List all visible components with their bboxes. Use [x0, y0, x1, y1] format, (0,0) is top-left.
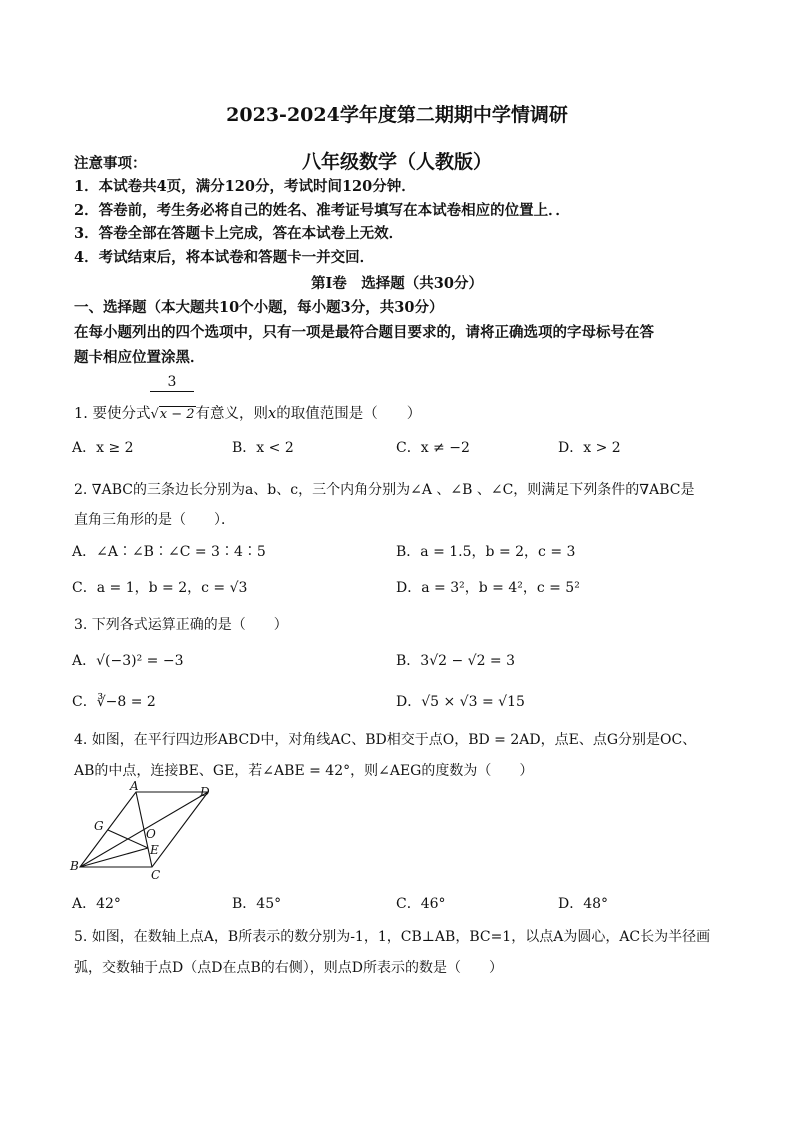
q4-stem-line1: 4. 如图，在平行四边形ABCD中，对角线AC、BD相交于点O，BD = 2AD，点E、点G分别是OC、	[74, 732, 697, 748]
note-item-4: 4．考试结束后，将本试卷和答题卡一并交回．	[74, 249, 375, 266]
note-item-3: 3．答卷全部在答题卡上完成，答在本试卷上无效．	[74, 225, 404, 242]
q2-option-c[interactable]: C．a = 1，b = 2，c = √3	[72, 580, 248, 596]
q1-option-d[interactable]: D．x > 2	[558, 440, 621, 456]
q4-stem-line2: AB的中点，连接BE、GE，若∠ABE = 42°，则∠AEG的度数为（ ）	[74, 763, 534, 779]
q1-stem-end: 的取值范围是（ ）	[276, 406, 422, 422]
section-instruction-2: 题卡相应位置涂黑．	[74, 349, 205, 366]
q4-option-c[interactable]: C．46°	[396, 896, 446, 912]
q2-option-d[interactable]: D．a = 3²，b = 4²，c = 5²	[396, 580, 580, 596]
segment-ge	[108, 830, 148, 848]
q2-option-a[interactable]: A．∠A∶∠B∶∠C = 3∶4∶5	[72, 544, 266, 560]
note-item-2: 2．答卷前，考生务必将自己的姓名、准考证号填写在本试卷相应的位置上．．	[74, 202, 570, 219]
q1-option-b[interactable]: B．x < 2	[232, 440, 294, 456]
q4-option-b[interactable]: B．45°	[232, 896, 282, 912]
q5-stem-line1: 5. 如图，在数轴上点A，B所表示的数分别为-1，1，CB⊥AB，BC=1，以点A为圆心，AC长为半径画	[74, 929, 711, 945]
q4-option-d[interactable]: D．48°	[558, 896, 609, 912]
segment-be	[80, 848, 148, 867]
q2-stem-line1: 2. ∇ABC的三条边长分别为a、b、c，三个内角分别为∠A 、∠B 、∠C，则满足下列条件的∇ABC是	[74, 482, 695, 498]
label-b: B	[70, 859, 79, 873]
q1-stem-prefix: 1. 要使分式	[74, 406, 151, 422]
section-title: 第Ⅰ卷 选择题（共30分）	[311, 275, 483, 292]
q2-stem-line2: 直角三角形的是（ ）．	[74, 512, 235, 528]
q1-stem: 1. 要使分式√x − 2有意义，则x的取值范围是（ ）	[74, 406, 422, 422]
label-e: E	[150, 843, 159, 857]
q5-stem-line2: 弧，交数轴于点D（点D在点B的右侧），则点D所表示的数是（ ）	[74, 960, 503, 976]
q3-option-a[interactable]: A．√(−3)² = −3	[72, 653, 184, 669]
q1-option-a[interactable]: A．x ≥ 2	[72, 440, 134, 456]
notes-heading: 注意事项：	[74, 155, 147, 172]
q1-numerator: 3	[167, 374, 177, 390]
q1-fraction	[150, 374, 194, 392]
section-instruction-1: 在每小题列出的四个选项中，只有一项是最符合题目要求的，请将正确选项的字母标号在答	[74, 324, 654, 341]
q4-parallelogram-figure	[68, 780, 228, 890]
q1-variable: x	[268, 406, 277, 422]
q1-stem-suffix: 有意义，则	[195, 406, 269, 422]
label-a: A	[130, 780, 139, 793]
q3-option-d[interactable]: D．√5 × √3 = √15	[396, 694, 525, 710]
q1-radicand: x − 2	[159, 407, 195, 422]
label-c: C	[151, 868, 161, 882]
q3-stem: 3. 下列各式运算正确的是（ ）	[74, 617, 288, 633]
note-item-1: 1．本试卷共4页，满分120分，考试时间120分钟．	[74, 178, 416, 195]
q1-option-c[interactable]: C．x ≠ −2	[396, 440, 470, 456]
q2-option-b[interactable]: B．a = 1.5，b = 2，c = 3	[396, 544, 576, 560]
label-g: G	[94, 819, 104, 833]
exam-subtitle: 八年级数学（人教版）	[301, 151, 492, 173]
q3-option-b[interactable]: B．3√2 − √2 = 3	[396, 653, 516, 669]
q3-option-c[interactable]: C．∛−8 = 2	[72, 694, 156, 710]
q4-option-a[interactable]: A．42°	[72, 896, 121, 912]
label-d: D	[200, 785, 210, 799]
exam-title: 2023-2024学年度第二期期中学情调研	[226, 104, 568, 126]
section-heading: 一、选择题（本大题共10个小题，每小题3分，共30分）	[74, 299, 444, 316]
label-o: O	[146, 827, 156, 841]
